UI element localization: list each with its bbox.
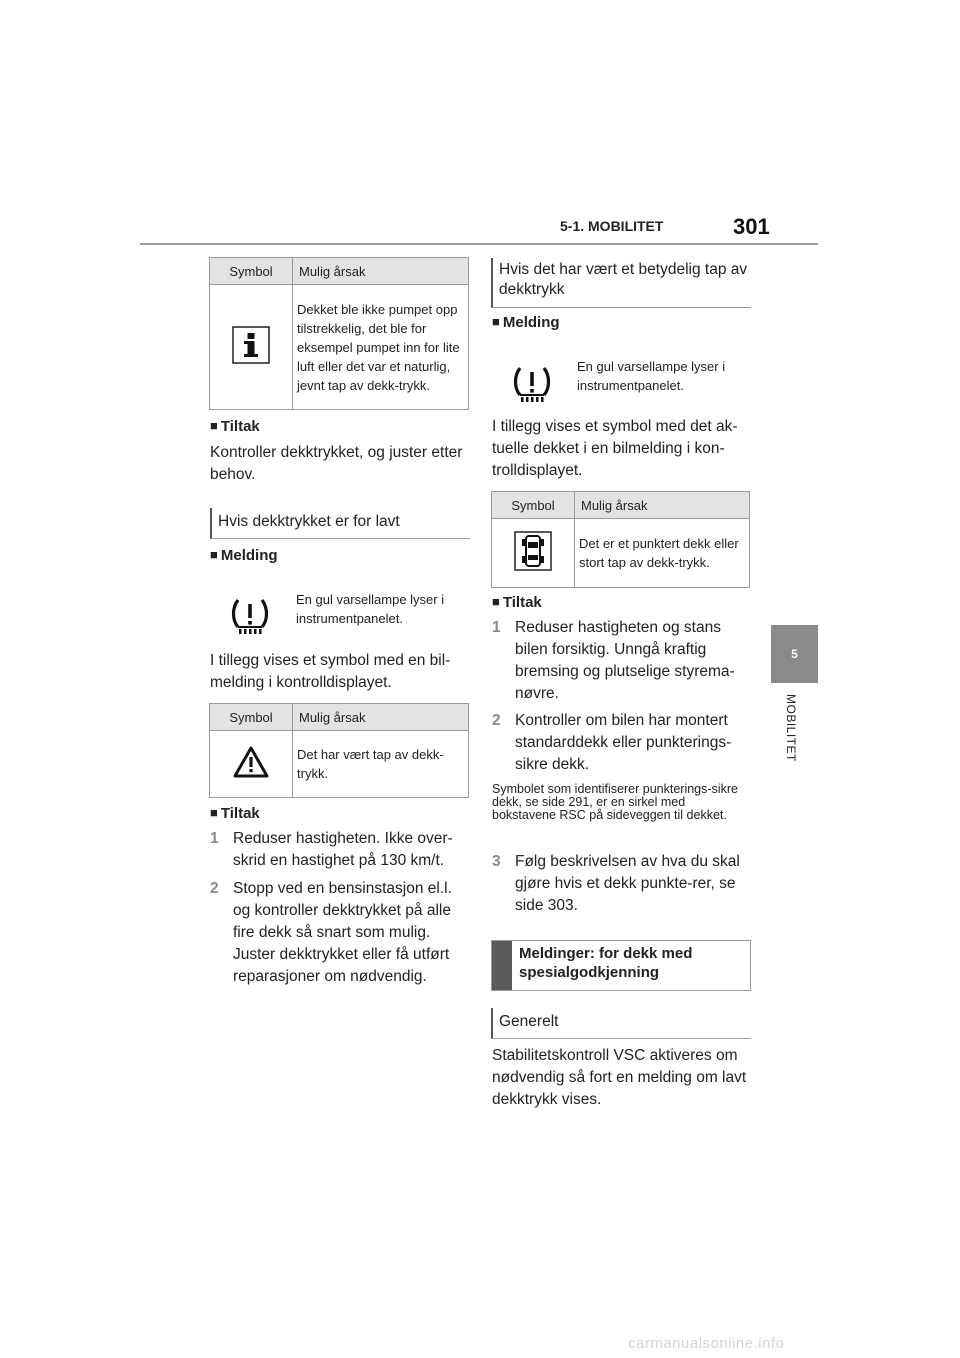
symbol-cell — [210, 731, 293, 798]
col-symbol: Symbol — [492, 492, 575, 519]
melding-heading-1: ■ Melding — [210, 547, 278, 564]
tiltak-heading-3: ■ Tiltak — [492, 594, 542, 611]
symbol-cell — [492, 519, 575, 588]
col-symbol: Symbol — [210, 704, 293, 731]
col-cause: Mulig årsak — [293, 704, 469, 731]
step-item — [210, 878, 468, 988]
special-approval-box — [491, 940, 751, 991]
chapter-label: MOBILITET — [784, 694, 798, 762]
tire-pressure-warning-icon — [512, 364, 552, 404]
step-text: Følg beskrivelsen av hva du skal gjøre hvis et dekk punkte-rer, se side 303. — [515, 853, 740, 914]
symbol-table-warning — [209, 703, 469, 798]
melding-warning-1: En gul varsellampe lyser i instrumentpanelet. — [296, 592, 445, 626]
step-item — [210, 828, 468, 874]
tire-pressure-warning-icon — [230, 596, 270, 636]
melding-warning-2: En gul varsellampe lyser i instrumentpanelet. — [577, 359, 726, 393]
melding-text-1: I tillegg vises et symbol med en bil-melding i kontrolldisplayet. — [210, 652, 451, 691]
section-title: 5-1. MOBILITET — [560, 218, 664, 234]
significant-loss-heading: Hvis det har vært et betydelig tap av dekktrykk — [491, 258, 751, 308]
tiltak-heading-2: ■ Tiltak — [210, 805, 260, 822]
symbol-table-info — [209, 257, 469, 410]
warning-triangle-icon — [233, 746, 269, 778]
square-bullet-icon: ■ — [492, 594, 500, 609]
generelt-heading: Generelt — [491, 1008, 751, 1039]
tiltak-heading-1: ■ Tiltak — [210, 418, 260, 435]
info-icon — [232, 326, 270, 364]
step-item — [492, 851, 750, 917]
car-tyre-position-icon — [514, 531, 552, 571]
col-cause: Mulig årsak — [293, 258, 469, 285]
generelt-text: Stabilitetskontroll VSC aktiveres om nødvendig så fort en melding om lavt dekktrykk vises. — [492, 1047, 747, 1108]
melding-text-2: I tillegg vises et symbol med det ak-tuelle dekket i en bilmelding i kon-trolldisplayet. — [492, 418, 738, 479]
square-bullet-icon: ■ — [210, 805, 218, 820]
square-bullet-icon: ■ — [210, 547, 218, 562]
step-item — [492, 710, 750, 776]
chapter-tab: 5 — [771, 625, 818, 683]
square-bullet-icon: ■ — [210, 418, 218, 433]
low-pressure-heading: Hvis dekktrykket er for lavt — [210, 508, 470, 539]
special-approval-heading: Meldinger: for dekk med spesialgodkjenning — [519, 945, 693, 981]
step-number: 1 — [210, 830, 219, 847]
square-bullet-icon: ■ — [492, 314, 500, 329]
step-number: 1 — [492, 619, 501, 636]
rsc-note: Symbolet som identifiserer punkterings-sikre dekk, se side 291, er en sirkel med bokstavene RSC på sideveggen til dekket. — [492, 782, 738, 822]
page-number: 301 — [733, 214, 770, 239]
melding-heading-2: ■ Melding — [492, 314, 560, 331]
step-number: 3 — [492, 853, 501, 870]
symbol-table-car — [491, 491, 750, 588]
step-text: Reduser hastigheten. Ikke over-skrid en hastighet på 130 km/t. — [233, 830, 453, 869]
cause-text: Det er et punktert dekk eller stort tap av dekk-trykk. — [575, 519, 750, 588]
step-number: 2 — [210, 880, 219, 897]
symbol-cell — [210, 285, 293, 410]
col-symbol: Symbol — [210, 258, 293, 285]
header-rule — [140, 243, 818, 245]
cause-text: Det har vært tap av dekk-trykk. — [293, 731, 469, 798]
cause-text: Dekket ble ikke pumpet opp tilstrekkelig, det ble for eksempel pumpet inn for lite luft eller det var et naturlig, jevnt tap av dekk-trykk. — [293, 285, 469, 410]
step-text: Reduser hastigheten og stans bilen forsiktig. Unngå kraftig bremsing og plutselige styrema-nøvre. — [515, 619, 735, 702]
step-number: 2 — [492, 712, 501, 729]
step-text: Kontroller om bilen har montert standarddekk eller punkterings-sikre dekk. — [515, 712, 732, 773]
tiltak-text-1: Kontroller dekktrykket, og juster etter behov. — [210, 444, 463, 483]
watermark: carmanualsonline.info — [628, 1335, 785, 1352]
box-strip — [492, 941, 512, 990]
step-item — [492, 617, 750, 705]
step-text: Stopp ved en bensinstasjon el.l. og kontroller dekktrykket på alle fire dekk så snart som mulig. Juster dekktrykket eller få utført reparasjoner om nødvendig. — [233, 880, 452, 985]
col-cause: Mulig årsak — [575, 492, 750, 519]
